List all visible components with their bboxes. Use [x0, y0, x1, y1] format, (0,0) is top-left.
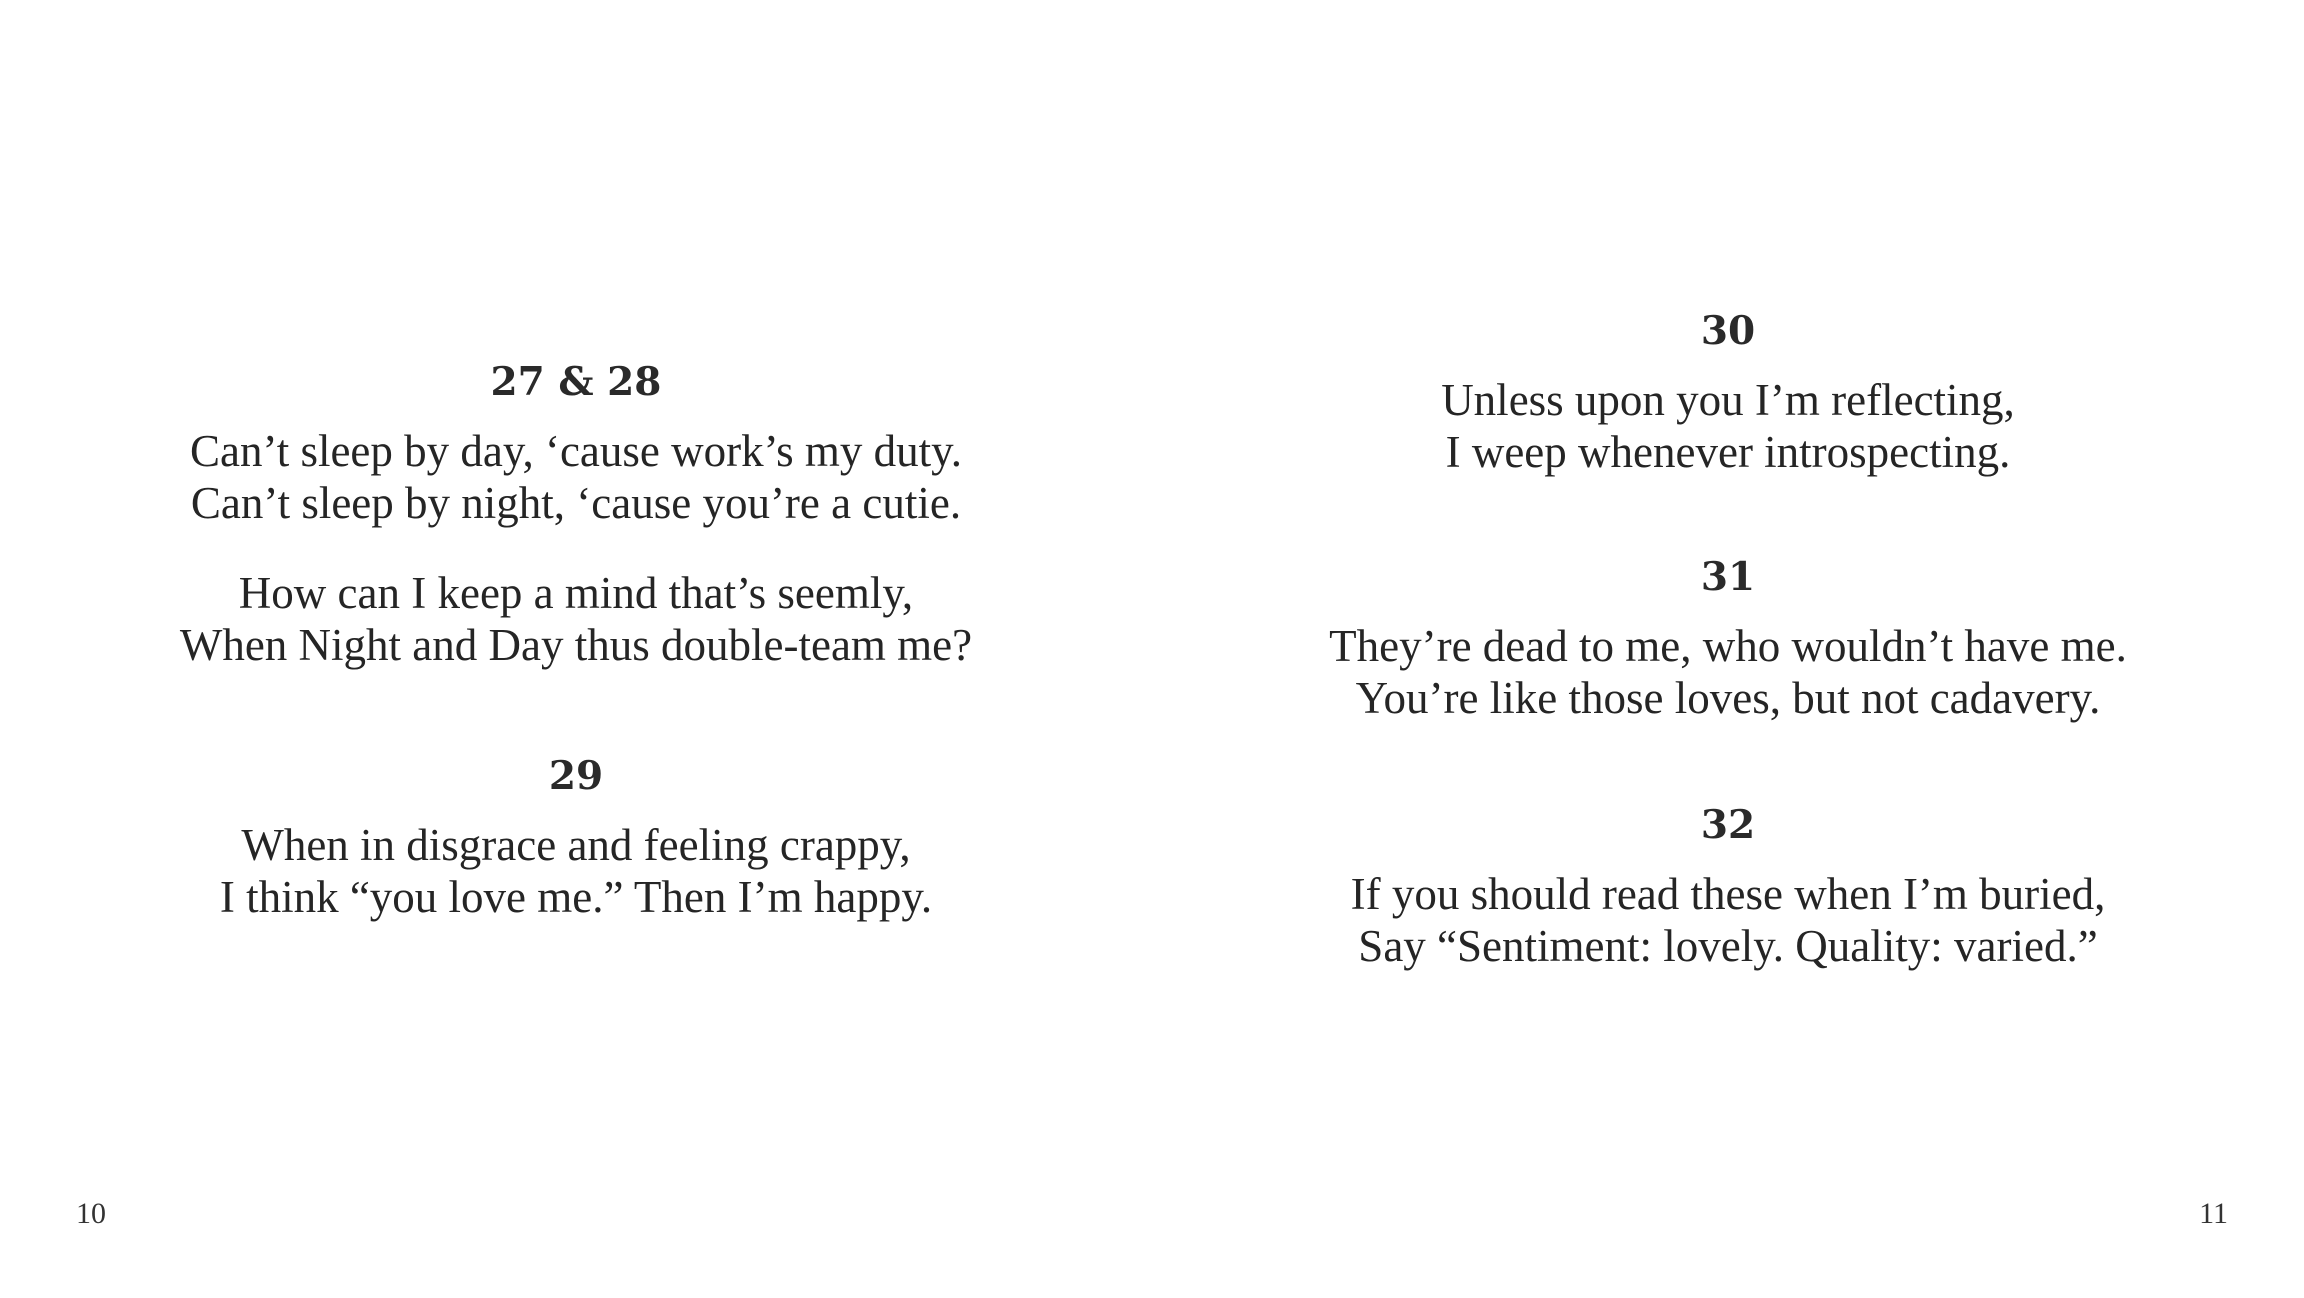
- poem-line: Can’t sleep by night, ‘cause you’re a cutie.: [190, 478, 962, 528]
- poem-line: Unless upon you I’m reflecting,: [1441, 375, 2015, 425]
- stanza: [0, 819, 1152, 923]
- stanza: [1152, 374, 2304, 478]
- poem-title: 31: [1700, 554, 1756, 600]
- poem-line: They’re dead to me, who wouldn’t have me.: [1329, 621, 2127, 671]
- page-number: 11: [2199, 1197, 2228, 1230]
- poem-line: If you should read these when I’m buried,: [1350, 869, 2106, 919]
- poem-30: [1152, 306, 2304, 478]
- poem-line: When in disgrace and feeling crappy,: [241, 820, 911, 870]
- poem-29: [0, 751, 1152, 923]
- right-page: [1152, 0, 2304, 1298]
- poem-32: [1152, 800, 2304, 972]
- poem-line: How can I keep a mind that’s seemly,: [238, 568, 914, 618]
- poem-title: 32: [1700, 802, 1756, 848]
- stanza: [1152, 620, 2304, 724]
- poem-line: Say “Sentiment: lovely. Quality: varied.”: [1358, 921, 2098, 971]
- poem-line: When Night and Day thus double-team me?: [179, 620, 973, 670]
- poem-title: 29: [548, 753, 604, 799]
- poem-line: You’re like those loves, but not cadavery.: [1355, 673, 2101, 723]
- poem-title: 30: [1700, 308, 1756, 354]
- stanza: [0, 425, 1152, 529]
- poem-27-28: [0, 357, 1152, 671]
- poem-31: [1152, 552, 2304, 724]
- poem-line: I weep whenever introspecting.: [1445, 427, 2011, 477]
- stanza: [1152, 868, 2304, 972]
- poem-line: Can’t sleep by day, ‘cause work’s my duty.: [190, 426, 962, 476]
- page-number: 10: [76, 1197, 106, 1230]
- stanza: [0, 567, 1152, 671]
- poem-title: 27 & 28: [490, 359, 662, 405]
- poem-line: I think “you love me.” Then I’m happy.: [219, 872, 933, 922]
